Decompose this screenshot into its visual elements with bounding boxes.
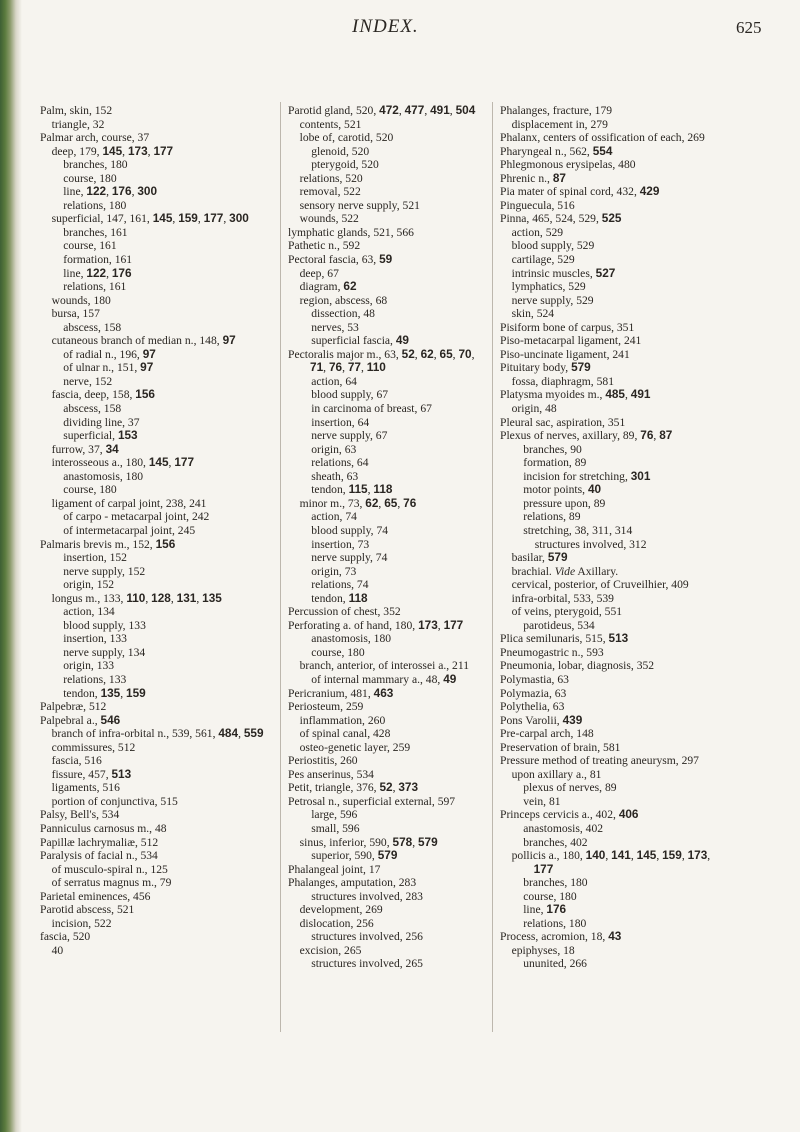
index-entry: Phalanx, centers of ossification of each, 269 bbox=[500, 131, 705, 145]
index-entry: large, 596 bbox=[311, 808, 358, 822]
index-entry: origin, 48 bbox=[511, 402, 557, 416]
index-entry: brachial. Vide Axillary. bbox=[511, 564, 619, 578]
index-entry: of veins, pterygoid, 551 bbox=[511, 605, 623, 619]
index-entry: line, 122, 176, 300 bbox=[63, 184, 158, 199]
index-entry: ligaments, 516 bbox=[51, 781, 120, 795]
index-entry: course, 180 bbox=[311, 645, 365, 659]
index-entry: Paralysis of facial n., 534 bbox=[40, 849, 158, 863]
index-entry: Pinna, 465, 524, 529, 525 bbox=[500, 211, 622, 226]
index-entry: insertion, 133 bbox=[63, 632, 127, 646]
index-entry: Pharyngeal n., 562, 554 bbox=[500, 143, 613, 158]
index-entry: nerve supply, 152 bbox=[63, 564, 146, 578]
index-entry: superior, 590, 579 bbox=[311, 848, 398, 863]
index-entry: origin, 152 bbox=[63, 578, 115, 592]
index-entry: fascia, deep, 158, 156 bbox=[51, 387, 155, 402]
index-entry: Palpebræ, 512 bbox=[40, 700, 107, 714]
index-entry: inflammation, 260 bbox=[299, 713, 386, 727]
index-entry: branches, 90 bbox=[523, 442, 582, 456]
index-entry: in carcinoma of breast, 67 bbox=[311, 402, 432, 416]
index-entry: formation, 161 bbox=[63, 253, 133, 267]
index-entry: bursa, 157 bbox=[51, 307, 100, 321]
index-entry: insertion, 152 bbox=[63, 551, 127, 565]
index-entry: wounds, 522 bbox=[299, 212, 359, 226]
index-entry: abscess, 158 bbox=[63, 402, 122, 416]
index-entry: minor m., 73, 62, 65, 76 bbox=[299, 495, 417, 510]
index-entry: basilar, 579 bbox=[511, 550, 568, 565]
index-entry: superficial, 153 bbox=[63, 428, 138, 443]
index-entry: of ulnar n., 151, 97 bbox=[63, 360, 154, 375]
index-entry: displacement in, 279 bbox=[511, 117, 608, 131]
index-entry: pressure upon, 89 bbox=[523, 496, 606, 510]
index-entry: blood supply, 133 bbox=[63, 618, 146, 632]
index-entry: Perforating a. of hand, 180, 173, 177 bbox=[288, 617, 464, 632]
index-entry: of intermetacarpal joint, 245 bbox=[63, 523, 196, 537]
index-entry: of serratus magnus m., 79 bbox=[51, 876, 172, 890]
index-entry: action, 64 bbox=[311, 374, 357, 388]
index-entry: formation, 89 bbox=[523, 456, 587, 470]
index-entry: ligament of carpal joint, 238, 241 bbox=[51, 496, 207, 510]
index-entry: glenoid, 520 bbox=[311, 144, 370, 158]
index-entry: origin, 133 bbox=[63, 659, 115, 673]
index-entry: sheath, 63 bbox=[311, 469, 359, 483]
index-entry: Pre-carpal arch, 148 bbox=[500, 727, 594, 741]
index-entry: Pectoralis major m., 63, 52, 62, 65, 70, 71, 76, 77, 110 bbox=[288, 346, 478, 375]
index-entry: small, 596 bbox=[311, 821, 360, 835]
index-entry: course, 180 bbox=[63, 483, 117, 497]
index-entry: dislocation, 256 bbox=[299, 916, 374, 930]
index-entry: anastomosis, 180 bbox=[63, 469, 144, 483]
index-entry: tendon, 135, 159 bbox=[63, 685, 146, 700]
index-entry: upon axillary a., 81 bbox=[511, 767, 602, 781]
index-entry: line, 122, 176 bbox=[63, 265, 132, 280]
index-entry: removal, 522 bbox=[299, 185, 361, 199]
index-entry: branch, anterior, of interossei a., 211 bbox=[299, 659, 470, 673]
index-entry: Phalanges, fracture, 179 bbox=[500, 104, 613, 117]
index-entry: Pia mater of spinal cord, 432, 429 bbox=[500, 184, 660, 199]
index-entry: nerve supply, 134 bbox=[63, 645, 146, 659]
index-entry: Piso-metacarpal ligament, 241 bbox=[500, 334, 642, 348]
index-entry: origin, 63 bbox=[311, 442, 357, 456]
index-entry: longus m., 133, 110, 128, 131, 135 bbox=[51, 590, 222, 605]
index-entry: commissures, 512 bbox=[51, 740, 136, 754]
index-entry: interosseous a., 180, 145, 177 bbox=[51, 455, 195, 470]
index-entry: Pinguecula, 516 bbox=[500, 198, 575, 212]
index-entry: insertion, 73 bbox=[311, 537, 370, 551]
index-entry: Phrenic n., 87 bbox=[500, 170, 566, 185]
index-entry: tendon, 118 bbox=[311, 590, 368, 605]
index-entry: Pneumonia, lobar, diagnosis, 352 bbox=[500, 659, 655, 673]
index-entry: Pericranium, 481, 463 bbox=[288, 685, 394, 700]
index-entry: dividing line, 37 bbox=[63, 415, 140, 429]
index-entry: Palsy, Bell's, 534 bbox=[40, 808, 120, 822]
index-entry: sinus, inferior, 590, 578, 579 bbox=[299, 834, 438, 849]
index-entry: blood supply, 529 bbox=[511, 239, 595, 253]
index-entry: Plica semilunaris, 515, 513 bbox=[500, 631, 629, 646]
index-entry: line, 176 bbox=[523, 902, 567, 917]
index-entry: relations, 180 bbox=[523, 916, 587, 930]
index-entry: osteo-genetic layer, 259 bbox=[299, 740, 411, 754]
index-entry: development, 269 bbox=[299, 903, 383, 917]
index-entry: wounds, 180 bbox=[51, 293, 111, 307]
index-entry: plexus of nerves, 89 bbox=[523, 781, 617, 795]
index-entry: Phlegmonous erysipelas, 480 bbox=[500, 158, 636, 172]
index-entry: nerve supply, 529 bbox=[511, 293, 594, 307]
index-entry: blood supply, 74 bbox=[311, 523, 389, 537]
index-entry: stretching, 38, 311, 314 bbox=[523, 523, 633, 537]
index-entry: Polythelia, 63 bbox=[500, 700, 565, 714]
index-entry: Periostitis, 260 bbox=[288, 754, 358, 768]
index-entry: Percussion of chest, 352 bbox=[288, 605, 401, 619]
index-entry: Parotid gland, 520, 472, 477, 491, 504 bbox=[288, 103, 476, 117]
index-entry: structures involved, 265 bbox=[311, 957, 423, 971]
index-entry: blood supply, 67 bbox=[311, 388, 389, 402]
index-entry: cutaneous branch of median n., 148, 97 bbox=[51, 333, 236, 348]
index-entry: Preservation of brain, 581 bbox=[500, 740, 621, 754]
index-entry: of internal mammary a., 48, 49 bbox=[311, 671, 457, 686]
index-entry: sensory nerve supply, 521 bbox=[299, 198, 420, 212]
index-entry: relations, 520 bbox=[299, 171, 363, 185]
index-entry: lymphatic glands, 521, 566 bbox=[288, 225, 414, 239]
index-entry: Periosteum, 259 bbox=[288, 700, 364, 714]
index-entry: Platysma myoides m., 485, 491 bbox=[500, 387, 651, 402]
index-entry: branches, 402 bbox=[523, 835, 588, 849]
index-entry: parotideus, 534 bbox=[523, 618, 595, 632]
index-entry: Palmar arch, course, 37 bbox=[40, 131, 150, 145]
index-entry: relations, 74 bbox=[311, 578, 369, 592]
index-entry: cartilage, 529 bbox=[511, 253, 575, 267]
index-entry: structures involved, 256 bbox=[311, 930, 423, 944]
index-entry: course, 180 bbox=[523, 889, 577, 903]
index-entry: skin, 524 bbox=[511, 307, 555, 321]
index-entry: relations, 133 bbox=[63, 672, 127, 686]
index-entry: infra-orbital, 533, 539 bbox=[511, 591, 614, 605]
index-entry: incision for stretching, 301 bbox=[523, 468, 651, 483]
index-entry: Princeps cervicis a., 402, 406 bbox=[500, 807, 639, 822]
index-entry: of musculo-spiral n., 125 bbox=[51, 862, 168, 876]
index-entry: portion of conjunctiva, 515 bbox=[51, 794, 178, 808]
index-entry: origin, 73 bbox=[311, 564, 357, 578]
index-entry: dissection, 48 bbox=[311, 307, 375, 321]
index-entry: Panniculus carnosus m., 48 bbox=[40, 821, 167, 835]
index-entry: structures involved, 312 bbox=[534, 537, 647, 551]
index-entry: branch of infra-orbital n., 539, 561, 484, 559 bbox=[51, 726, 264, 741]
index-entry: action, 529 bbox=[511, 225, 564, 239]
index-entry: Petit, triangle, 376, 52, 373 bbox=[288, 780, 419, 795]
index-entry: fossa, diaphragm, 581 bbox=[511, 374, 614, 388]
index-entry: vein, 81 bbox=[523, 794, 561, 808]
index-entry: deep, 179, 145, 173, 177 bbox=[51, 143, 174, 158]
index-entry: lymphatics, 529 bbox=[511, 280, 586, 294]
index-entry: Papillæ lachrymaliæ, 512 bbox=[40, 835, 159, 849]
index-entry: superficial, 147, 161, 145, 159, 177, 300 bbox=[51, 211, 249, 226]
index-entry: triangle, 32 bbox=[51, 117, 105, 131]
index-entry: fissure, 457, 513 bbox=[51, 766, 132, 781]
index-entry: furrow, 37, 34 bbox=[51, 441, 119, 456]
index-entry: Phalanges, amputation, 283 bbox=[288, 876, 417, 890]
index-entry: relations, 89 bbox=[523, 510, 581, 524]
index-column-middle bbox=[288, 104, 484, 971]
index-entry: pollicis a., 180, 140, 141, 145, 159, 173, 177 bbox=[511, 848, 714, 876]
running-title: INDEX. bbox=[352, 16, 419, 37]
index-entry: Parietal eminences, 456 bbox=[40, 889, 151, 903]
index-entry: Pituitary body, 579 bbox=[500, 360, 591, 375]
index-entry: cervical, posterior, of Cruveilhier, 409 bbox=[511, 578, 689, 592]
index-entry: contents, 521 bbox=[299, 117, 362, 131]
index-entry: diagram, 62 bbox=[299, 279, 357, 294]
index-entry: Pisiform bone of carpus, 351 bbox=[500, 320, 635, 334]
index-entry: relations, 64 bbox=[311, 456, 369, 470]
index-entry: Parotid abscess, 521 bbox=[40, 903, 135, 917]
index-entry: nerves, 53 bbox=[311, 320, 359, 334]
index-entry: nerve supply, 67 bbox=[311, 429, 388, 443]
index-entry: branches, 180 bbox=[63, 158, 128, 172]
index-entry: of spinal canal, 428 bbox=[299, 727, 391, 741]
index-entry: Palmaris brevis m., 152, 156 bbox=[40, 536, 176, 551]
index-entry: abscess, 158 bbox=[63, 320, 122, 334]
page-number: 625 bbox=[736, 18, 762, 37]
index-column-left bbox=[40, 104, 272, 957]
index-entry: Pathetic n., 592 bbox=[288, 239, 361, 253]
page-edge-shadow bbox=[0, 0, 22, 1132]
index-entry: action, 74 bbox=[311, 510, 357, 524]
index-entry: course, 180 bbox=[63, 171, 117, 185]
index-entry: tendon, 115, 118 bbox=[311, 482, 393, 497]
index-entry: epiphyses, 18 bbox=[511, 943, 575, 957]
index-entry: action, 134 bbox=[63, 605, 115, 619]
index-entry: relations, 161 bbox=[63, 280, 127, 294]
index-entry: Pons Varolii, 439 bbox=[500, 712, 583, 727]
index-entry: nerve supply, 74 bbox=[311, 551, 388, 565]
index-entry: nerve, 152 bbox=[63, 374, 113, 388]
index-entry: Pectoral fascia, 63, 59 bbox=[288, 252, 393, 267]
column-divider bbox=[280, 102, 281, 1032]
index-entry: Palm, skin, 152 bbox=[40, 104, 113, 117]
index-entry: anastomosis, 180 bbox=[311, 632, 392, 646]
index-entry: Plexus of nerves, axillary, 89, 76, 87 bbox=[500, 428, 673, 443]
column-divider bbox=[492, 102, 493, 1032]
index-entry: branches, 180 bbox=[523, 876, 588, 890]
page-header bbox=[0, 12, 800, 42]
index-entry: Piso-uncinate ligament, 241 bbox=[500, 347, 630, 361]
index-entry: intrinsic muscles, 527 bbox=[511, 265, 616, 280]
index-entry: excision, 265 bbox=[299, 943, 362, 957]
index-entry: relations, 180 bbox=[63, 198, 127, 212]
index-entry: ununited, 266 bbox=[523, 957, 587, 971]
index-entry: pterygoid, 520 bbox=[311, 158, 379, 172]
index-entry: Petrosal n., superficial external, 597 bbox=[288, 794, 456, 808]
index-entry: Process, acromion, 18, 43 bbox=[500, 929, 622, 944]
index-entry: Pneumogastric n., 593 bbox=[500, 645, 604, 659]
index-entry: Polymastia, 63 bbox=[500, 672, 569, 686]
index-entry: of radial n., 196, 97 bbox=[63, 346, 156, 361]
index-entry: branches, 161 bbox=[63, 225, 128, 239]
index-entry: structures involved, 283 bbox=[311, 889, 423, 903]
index-entry: incision, 522 bbox=[51, 916, 112, 930]
index-column-right bbox=[500, 104, 715, 971]
index-entry: 40 bbox=[51, 943, 64, 957]
index-entry: lobe of, carotid, 520 bbox=[299, 131, 394, 145]
index-entry: motor points, 40 bbox=[523, 482, 602, 497]
index-entry: fascia, 516 bbox=[51, 754, 102, 768]
index-entry: course, 161 bbox=[63, 239, 117, 253]
index-entry: superficial fascia, 49 bbox=[311, 333, 409, 348]
index-entry: Pleural sac, aspiration, 351 bbox=[500, 415, 626, 429]
index-entry: deep, 67 bbox=[299, 266, 339, 280]
index-entry: Phalangeal joint, 17 bbox=[288, 862, 381, 876]
index-entry: fascia, 520 bbox=[40, 930, 91, 944]
index-entry: region, abscess, 68 bbox=[299, 293, 388, 307]
index-entry: Pes anserinus, 534 bbox=[288, 767, 374, 781]
index-entry: anastomosis, 402 bbox=[523, 821, 604, 835]
index-entry: insertion, 64 bbox=[311, 415, 370, 429]
index-entry: Pressure method of treating aneurysm, 297 bbox=[500, 754, 699, 768]
index-entry: Polymazia, 63 bbox=[500, 686, 567, 700]
index-entry: Palpebral a., 546 bbox=[40, 712, 121, 727]
index-entry: of carpo - metacarpal joint, 242 bbox=[63, 510, 210, 524]
